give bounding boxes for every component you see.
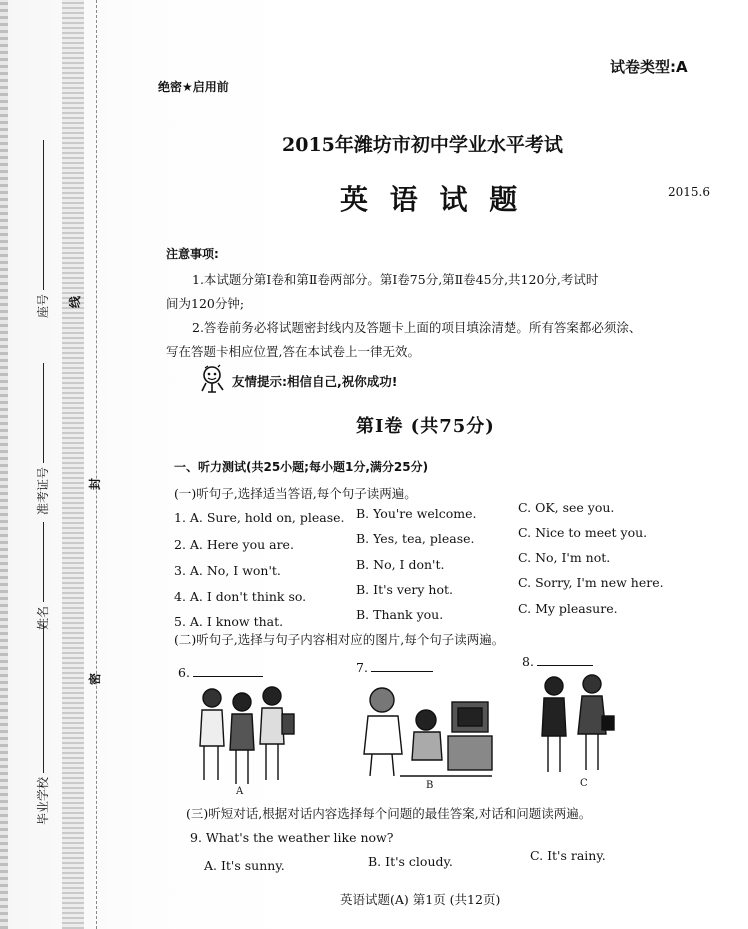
- q1-option-c: C. OK, see you.: [518, 500, 615, 515]
- seal-cut-line: [96, 0, 97, 929]
- q2-option-a: 2. A. Here you are.: [174, 537, 294, 552]
- binding-strip: [62, 0, 84, 929]
- seat-field: [34, 140, 51, 318]
- q5-option-b: B. Thank you.: [356, 607, 444, 622]
- q5-option-c: C. My pleasure.: [518, 601, 618, 616]
- picture-a-students: [190, 684, 300, 794]
- q8-blank: [522, 654, 593, 669]
- tip-text: 友情提示:相信自己,祝你成功!: [232, 374, 398, 389]
- page-footer: 英语试题(A) 第1页 (共12页): [340, 892, 501, 907]
- exam-date: 2015.6: [668, 185, 710, 199]
- q9-option-c: C. It's rainy.: [530, 848, 606, 863]
- binding-edge: [0, 0, 8, 929]
- name-label: 姓名: [36, 605, 50, 630]
- exam-title: 2015年潍坊市初中学业水平考试: [282, 134, 563, 156]
- seal-xian: 线: [68, 295, 82, 308]
- q3-option-b: B. No, I don't.: [356, 557, 445, 572]
- q6-blank: [178, 665, 263, 680]
- exam-number-label: 准考证号: [36, 466, 50, 515]
- q4-option-a: 4. A. I don't think so.: [174, 589, 307, 604]
- picture-a-label: A: [236, 786, 244, 797]
- sub-section-2: (二)听句子,选择与句子内容相对应的图片,每个句子读两遍。: [174, 632, 505, 647]
- school-field: [34, 623, 51, 825]
- mascot-icon: [198, 364, 228, 394]
- seat-label: 座号: [36, 293, 50, 318]
- q3-option-a: 3. A. No, I won't.: [174, 563, 281, 578]
- q2-option-c: C. Nice to meet you.: [518, 525, 648, 540]
- notice-item1-line2: 间为120分钟;: [166, 296, 245, 311]
- picture-c-two-people: [530, 672, 620, 780]
- q4-option-c: C. Sorry, I'm new here.: [518, 575, 664, 590]
- q9-option-b: B. It's cloudy.: [368, 854, 453, 869]
- picture-b-computer-room: [360, 680, 500, 786]
- paper-type: 试卷类型:A: [610, 58, 688, 76]
- subject-title: 英 语 试 题: [340, 183, 524, 216]
- q1-option-a: 1. A. Sure, hold on, please.: [174, 510, 345, 525]
- school-label: 毕业学校: [36, 776, 50, 825]
- q4-option-b: B. It's very hot.: [356, 582, 453, 597]
- listening-section-title: 一、听力测试(共25小题;每小题1分,满分25分): [174, 460, 429, 474]
- confidential-mark: 绝密★启用前: [158, 80, 229, 94]
- q8-number: 8.: [522, 654, 534, 669]
- q7-number: 7.: [356, 660, 368, 675]
- notice-heading: 注意事项:: [166, 247, 219, 261]
- q9-question: 9. What's the weather like now?: [190, 830, 394, 845]
- name-field: [34, 522, 51, 630]
- q6-number: 6.: [178, 665, 190, 680]
- notice-item2-line2: 写在答题卡相应位置,答在本试卷上一律无效。: [166, 344, 420, 359]
- q5-option-a: 5. A. I know that.: [174, 614, 284, 629]
- q3-option-c: C. No, I'm not.: [518, 550, 611, 565]
- picture-b-label: B: [426, 780, 434, 791]
- part1-title: 第Ⅰ卷 (共75分): [356, 416, 495, 437]
- q1-option-b: B. You're welcome.: [356, 506, 477, 521]
- bleed-through-text: [640, 80, 748, 880]
- q7-blank: [356, 660, 433, 675]
- q9-option-a: A. It's sunny.: [204, 858, 285, 873]
- picture-c-label: C: [580, 778, 588, 789]
- seal-feng: 封: [88, 477, 102, 490]
- seal-mi: 密: [88, 672, 102, 685]
- sub-section-3: (三)听短对话,根据对话内容选择每个问题的最佳答案,对话和问题读两遍。: [186, 806, 592, 821]
- q2-option-b: B. Yes, tea, please.: [356, 531, 475, 546]
- sub-section-1: (一)听句子,选择适当答语,每个句子读两遍。: [174, 486, 417, 501]
- exam-number-field: [34, 363, 51, 515]
- notice-item2-line1: 2.答卷前务必将试题密封线内及答题卡上面的项目填涂清楚。所有答案都必须涂、: [192, 320, 642, 335]
- notice-item1-line1: 1.本试题分第Ⅰ卷和第Ⅱ卷两部分。第Ⅰ卷75分,第Ⅱ卷45分,共120分,考试时: [192, 272, 599, 287]
